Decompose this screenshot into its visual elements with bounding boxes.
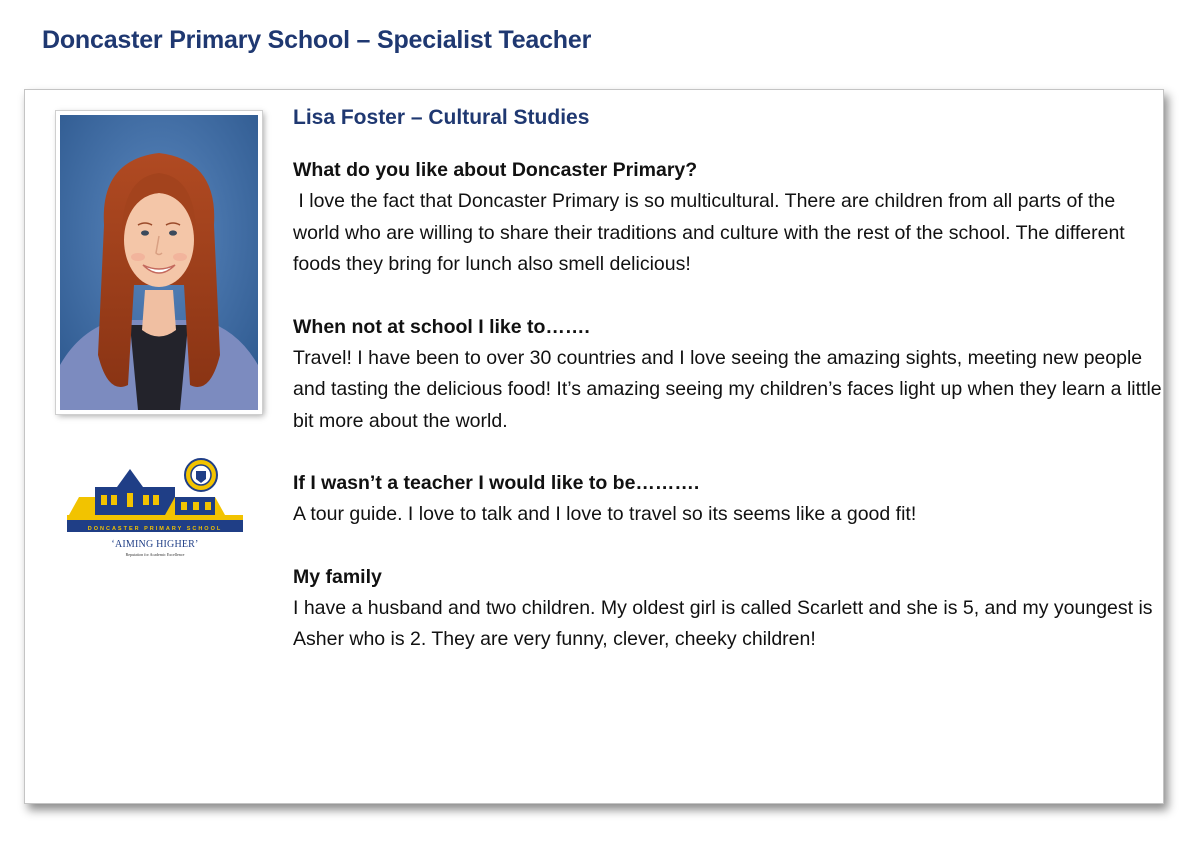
answer-text: Travel! I have been to over 30 countries and I love seeing the amazing sights, meeting new people and tasting the delicious food! It’s amazing seeing my children’s faces light up when they learn a little bit more about the world. xyxy=(293,346,1168,432)
school-logo xyxy=(65,457,245,557)
teacher-photo xyxy=(56,111,262,414)
profile-content xyxy=(293,106,1168,686)
page-title: Doncaster Primary School – Specialist Teacher xyxy=(42,26,592,54)
teacher-name-heading: Lisa Foster – Cultural Studies xyxy=(293,106,590,129)
answer-text: A tour guide. I love to talk and I love to travel so its seems like a good fit! xyxy=(293,503,917,525)
logo-tagline: Reputation for Academic Excellence xyxy=(125,552,185,557)
question-text: What do you like about Doncaster Primary? xyxy=(293,159,698,181)
question-text: If I wasn’t a teacher I would like to be………. xyxy=(293,472,700,494)
logo-school-name: DONCASTER PRIMARY SCHOOL xyxy=(87,526,223,532)
qa-section-family xyxy=(293,561,1163,656)
qa-section-alt-career xyxy=(293,467,1163,531)
question-text: My family xyxy=(293,565,382,588)
answer-text: I have a husband and two children. My oldest girl is called Scarlett and she is 5, and my youngest is Asher who is 2. They are very funny, clever, cheeky children! xyxy=(293,596,1157,650)
qa-section-likes xyxy=(293,154,1163,281)
qa-section-hobbies xyxy=(293,311,1168,438)
logo-motto: ‘AIMING HIGHER’ xyxy=(111,539,199,550)
question-text: When not at school I like to……. xyxy=(293,315,590,338)
answer-text: I love the fact that Doncaster Primary is so multicultural. There are children from all parts of the world who are willing to share their traditions and culture with the rest of the school. The different foods they bring for lunch also smell delicious! xyxy=(293,190,1131,275)
profile-card xyxy=(24,89,1168,804)
